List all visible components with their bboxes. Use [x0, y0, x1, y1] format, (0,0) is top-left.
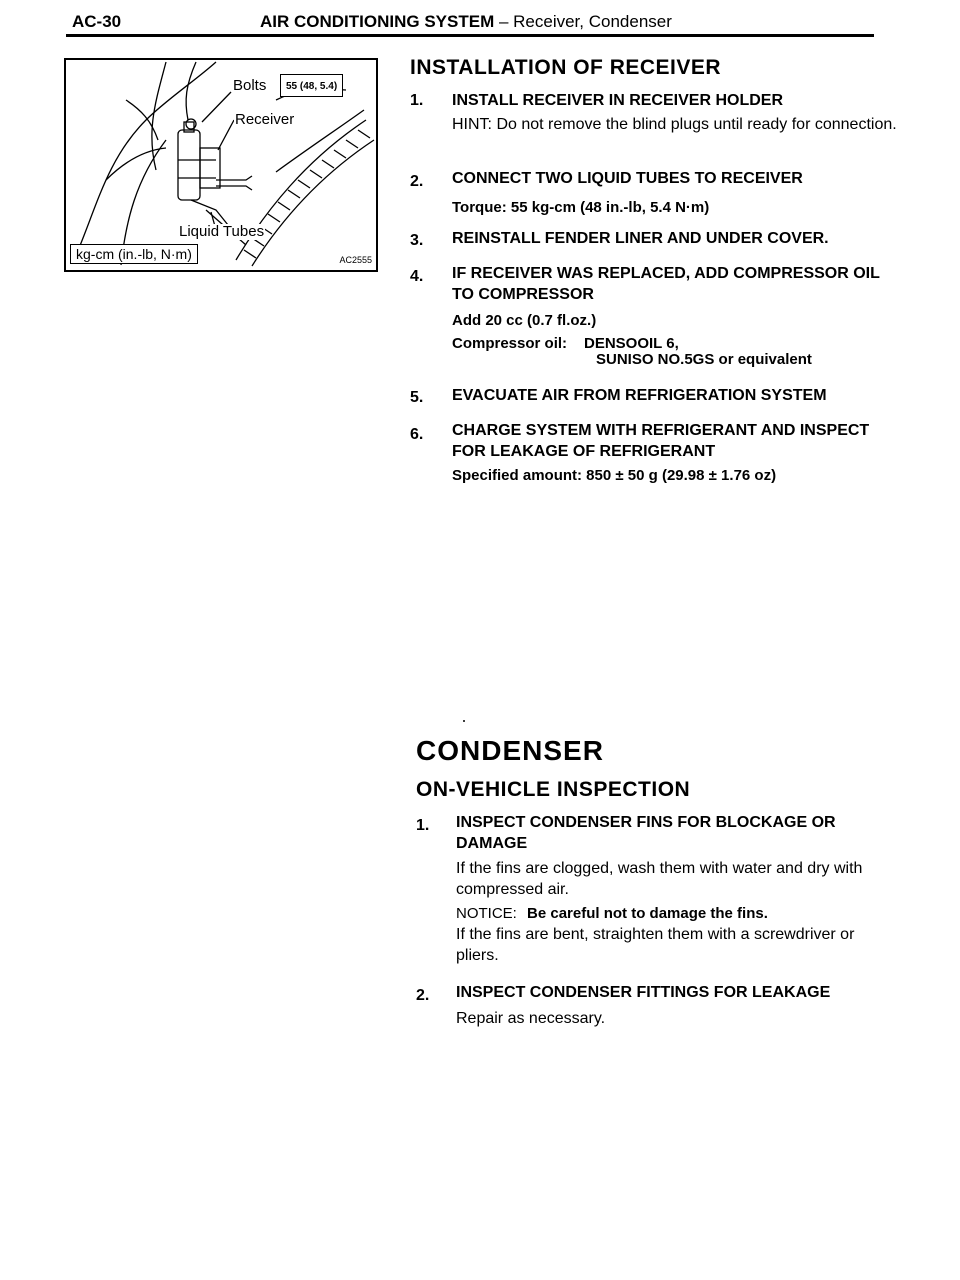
step-number: 3.: [410, 232, 424, 249]
installation-heading: INSTALLATION OF RECEIVER: [410, 56, 722, 79]
step-title: CHARGE SYSTEM WITH REFRIGERANT AND INSPECT FOR LEAKAGE OF REFRIGERANT: [452, 422, 870, 460]
step-number: 1.: [410, 92, 424, 109]
page-number: AC-30: [72, 12, 122, 31]
torque-spec: Torque: 55 kg-cm (48 in.-lb, 5.4 N·m): [452, 199, 710, 216]
step-number: 2.: [410, 173, 424, 190]
refrigerant-amount-spec: Specified amount: 850 ± 50 g (29.98 ± 1.76 oz): [452, 467, 777, 484]
step-body: If the fins are bent, straighten them with a screwdriver or pliers.: [456, 926, 855, 964]
receiver-label: Receiver: [235, 111, 295, 128]
bolts-torque-value: 55 (48, 5.4): [286, 81, 338, 92]
receiver-illustration: [64, 58, 378, 272]
step-title: INSPECT CONDENSER FITTINGS FOR LEAKAGE: [456, 984, 831, 1001]
step-title: REINSTALL FENDER LINER AND UNDER COVER.: [452, 230, 829, 247]
header-rule: [66, 34, 874, 37]
figure-code: AC2555: [339, 255, 372, 265]
step-number: 1.: [416, 817, 430, 834]
step-title: EVACUATE AIR FROM REFRIGERATION SYSTEM: [452, 387, 827, 404]
step-number: 4.: [410, 268, 424, 285]
step-title: CONNECT TWO LIQUID TUBES TO RECEIVER: [452, 170, 803, 187]
step-title: IF RECEIVER WAS REPLACED, ADD COMPRESSOR OIL TO COMPRESSOR: [452, 265, 880, 303]
step-body: Repair as necessary.: [456, 1010, 606, 1027]
bolts-label: Bolts: [233, 77, 267, 94]
notice: [456, 904, 768, 924]
on-vehicle-inspection-heading: ON-VEHICLE INSPECTION: [416, 778, 691, 801]
section-title: AIR CONDITIONING SYSTEM: [260, 12, 495, 31]
units-box: [70, 244, 198, 264]
liquid-tubes-label: Liquid Tubes: [179, 223, 265, 240]
bolts-torque-box: [280, 74, 343, 97]
step-title: INSTALL RECEIVER IN RECEIVER HOLDER: [452, 92, 783, 109]
step-number: 5.: [410, 389, 424, 406]
notice-text: Be careful not to damage the fins.: [527, 905, 768, 922]
step-hint: HINT: Do not remove the blind plugs until ready for connection.: [452, 116, 897, 133]
oil-value-1: DENSOOIL 6,: [584, 335, 679, 352]
notice-label: NOTICE:: [456, 905, 517, 922]
oil-amount-spec: Add 20 cc (0.7 fl.oz.): [452, 312, 597, 329]
stray-mark: [463, 720, 465, 722]
oil-value-2: SUNISO NO.5GS or equivalent: [596, 351, 812, 368]
step-title: INSPECT CONDENSER FINS FOR BLOCKAGE OR DAMAGE: [456, 814, 836, 852]
step-body: If the fins are clogged, wash them with water and dry with compressed air.: [456, 860, 863, 898]
subsection-title: – Receiver, Condenser: [494, 12, 672, 31]
condenser-heading: CONDENSER: [416, 735, 604, 766]
oil-label: Compressor oil:: [452, 335, 568, 352]
step-number: 6.: [410, 426, 424, 443]
step-number: 2.: [416, 987, 430, 1004]
units-label: kg-cm (in.-lb, N·m): [76, 246, 192, 262]
page-header-title: [260, 12, 672, 32]
